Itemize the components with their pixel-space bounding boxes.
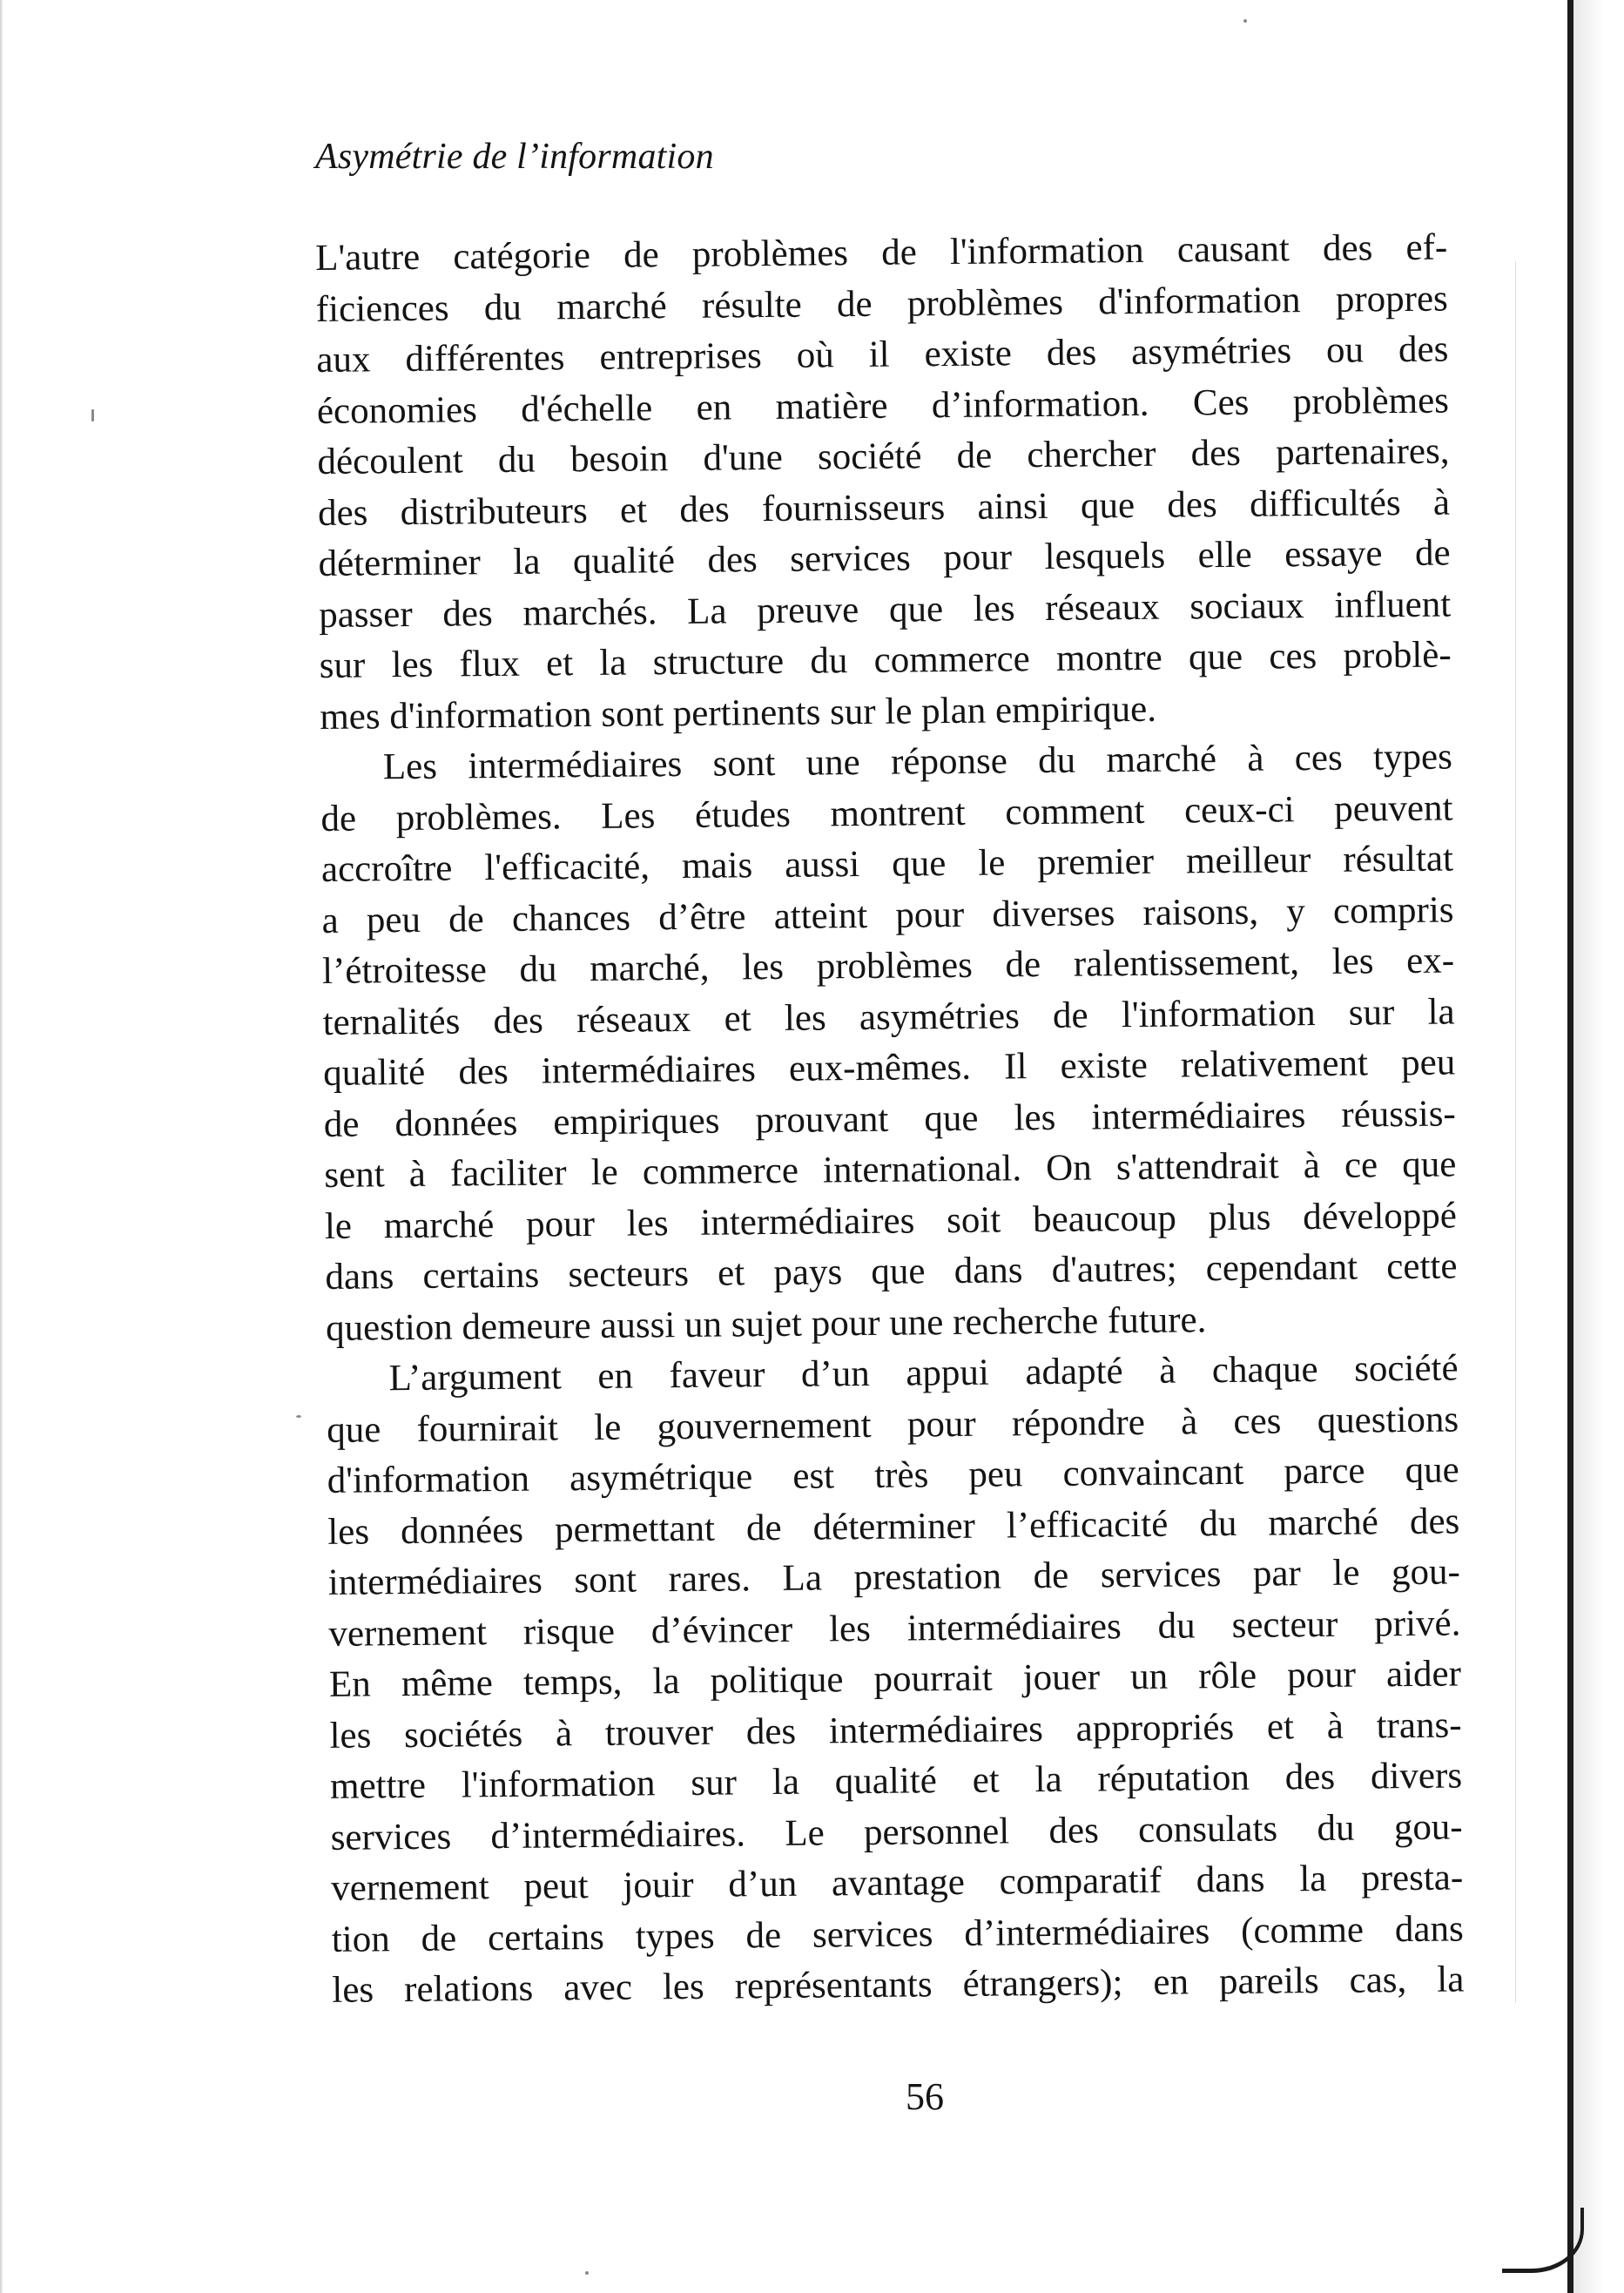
text-line: En même temps, la politique pourrait jouer un rôle pour aider xyxy=(328,1653,1462,1705)
scan-speck xyxy=(1243,19,1247,23)
page-number: 56 xyxy=(906,2075,944,2118)
text-line: des distributeurs et des fournisseurs ainsi que des difficultés à xyxy=(317,482,1451,534)
text-line: accroître l'efficacité, mais aussi que le premier meilleur résultat xyxy=(320,838,1454,890)
text-line: sur les flux et la structure du commerce montre que ces problè- xyxy=(319,634,1452,686)
text-line: de données empiriques prouvant que les intermédiaires réussis- xyxy=(323,1092,1456,1145)
text-line: économies d'échelle en matière d’information. Ces problèmes xyxy=(316,380,1450,432)
paragraph xyxy=(326,1343,1464,2016)
text-line: passer des marchés. La preuve que les réseaux sociaux influent xyxy=(318,583,1452,636)
text-line: déterminer la qualité des services pour lesquels elle essaye de xyxy=(318,532,1451,584)
running-head: Asymétrie de l’information xyxy=(315,137,714,177)
text-line: aux différentes entreprises où il existe des asymétries ou des xyxy=(316,328,1449,381)
scan-speck xyxy=(91,409,94,422)
text-line: tion de certains types de services d’intermédiaires (comme dans xyxy=(331,1907,1464,1960)
text-line: l’étroitesse du marché, les problèmes de ralentissement, les ex- xyxy=(321,940,1455,992)
text-line: mes d'information sont pertinents sur le plan empirique. xyxy=(320,688,1157,738)
text-line: vernement peut jouir d’un avantage comparatif dans la presta- xyxy=(331,1857,1464,1909)
scan-speck xyxy=(585,2271,589,2275)
text-line: mettre l'information sur la qualité et la réputation des divers xyxy=(329,1755,1463,1807)
scan-left-edge xyxy=(0,0,3,2293)
text-line: Les intermédiaires sont une réponse du marché à ces types xyxy=(382,736,1453,788)
text-line: les données permettant de déterminer l’efficacité du marché des xyxy=(327,1500,1460,1553)
scan-gutter-line xyxy=(1515,261,1516,2003)
text-line: découlent du besoin d'une société de chercher des partenaires, xyxy=(317,430,1450,482)
scan-right-margin xyxy=(1573,0,1624,2293)
paragraph xyxy=(315,223,1452,743)
text-line: L'autre catégorie de problèmes de l'information causant des ef- xyxy=(315,226,1448,279)
text-line: ficiences du marché résulte de problèmes d'information propres xyxy=(315,278,1449,330)
text-line: de problèmes. Les études montrent comment ceux-ci peuvent xyxy=(320,786,1453,840)
text-line: que fournirait le gouvernement pour répondre à ces questions xyxy=(326,1398,1459,1451)
text-line: sent à faciliter le commerce international. On s'attendrait à ce que xyxy=(324,1143,1457,1196)
text-line: L’argument en faveur d’un appui adapté à chaque société xyxy=(388,1347,1459,1399)
text-line: qualité des intermédiaires eux-mêmes. Il existe relativement peu xyxy=(323,1042,1456,1094)
text-line: ternalités des réseaux et les asymétries de l'information sur la xyxy=(322,990,1455,1043)
text-line: d'information asymétrique est très peu convaincant parce que xyxy=(327,1449,1459,1501)
text-line: a peu de chances d’être atteint pour diverses raisons, y compris xyxy=(321,888,1454,941)
text-line: les relations avec les représentants étrangers); en pareils cas, la xyxy=(332,1959,1465,2011)
paragraph xyxy=(320,732,1459,1353)
text-line: les sociétés à trouver des intermédiaires appropriés et à trans- xyxy=(329,1703,1462,1757)
text-line: dans certains secteurs et pays que dans d'autres; cependant cette xyxy=(325,1245,1458,1298)
scan-right-edge xyxy=(1567,0,1573,2293)
text-line: services d’intermédiaires. Le personnel des consulats du gou- xyxy=(330,1805,1463,1858)
body-text xyxy=(315,223,1465,2017)
text-line: le marché pour les intermédiaires soit beaucoup plus développé xyxy=(324,1194,1458,1247)
text-line: intermédiaires sont rares. La prestation de services par le gou- xyxy=(327,1551,1461,1603)
text-line: question demeure aussi un sujet pour une recherche future. xyxy=(325,1298,1207,1349)
text-line: vernement risque d’évincer les intermédiaires du secteur privé. xyxy=(328,1602,1461,1655)
scan-speck xyxy=(296,1415,301,1418)
